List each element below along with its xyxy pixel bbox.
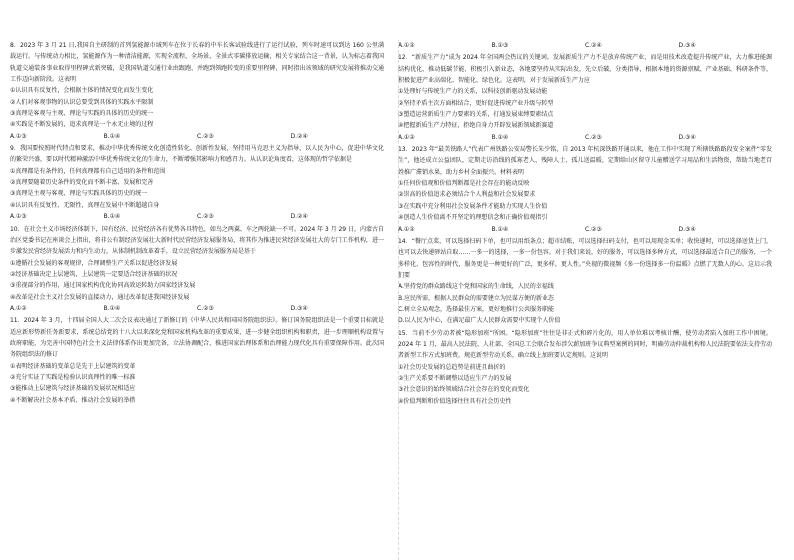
option-2: ②人们对客观事物的认识总要受到具体的实践水平限制 — [10, 98, 154, 106]
answer-b: B.①④ — [491, 133, 509, 141]
option-1: ①认识具有反复性，会根据主体的情况变化而发生变化 — [10, 87, 154, 95]
question-12 — [398, 52, 772, 143]
answer-choices — [398, 40, 772, 51]
answer-c: C.②③ — [197, 304, 214, 312]
option-2: ②真理要随着历史条件的变化而不断丰富、发展和完善 — [10, 179, 154, 187]
option-4: ④认识具有反复性、无限性，真理在发展中不断超越自身 — [10, 201, 160, 209]
answer-c: C.②③ — [197, 213, 214, 221]
question-stem: 10．在社会主义市场经济体制下，国有经济、民营经济各有优势各具特色，如鸟之两翼、车之两轮缺一不可。2024 年 3 月 29 日，内蒙古自治区党委书记在座谈会上指出，将非公有制经济发展壮大新时代民营经济发展服务局，将其作为推进民营经济发展壮大的专门工作机构，进一步激发民营经济发展活力和内生动力，从体制机制改革着手，设立民营经济发展服务局是基于 — [10, 225, 384, 256]
column-divider — [398, 40, 399, 560]
question-stem: 14．“餐厅点菜，可以选择扫码下单，也可以用纸条点；超市结账，可以选择扫码支付，也可以用现金买单；收快递时，可以选择送货上门，也可以去快递驿站自取……一多一的选择，一多一份包容。对于我们来说，好的服务，可以选择多种方式，可以选择最适合自己的服务，一个多样化、包容性的时代，服务更是一种更好的广泛，更多样，更人性。”央视的微视频《多一份选择多一份温暖》点燃了无数人的心。这启示我们要 — [398, 237, 772, 279]
option-1: ①真理都是有条件的，任何真理都有自己适用的条件和范围 — [10, 167, 166, 175]
answer-b: B.①③ — [491, 42, 509, 49]
question-13 — [398, 144, 772, 235]
answer-c: C.②④ — [585, 42, 602, 49]
option-b: B.应民所需，根据人民群众的需要建立为民谋方便的新业态 — [398, 294, 554, 302]
question-stem: 12．“新质生产力”成为 2024 年全国两会热议的关键词。发展新质生产力不是放弃传统产业，而是用技术改造提升传统产业，大力推进能源结构优化、推动低碳节能、积极引入新业态，各地要坚持从实际出发，先立后破、分类指导，根据本地的资源禀赋、产业基础、科研条件等，积极促进产业高端化、智能化、绿色化。这表明，对于发展新质生产力应 — [398, 54, 772, 85]
option-1: ①表明经济基础的变革总是先于上层建筑的变革 — [10, 362, 136, 370]
question-15 — [398, 328, 772, 407]
answer-c: C.②③ — [585, 225, 602, 233]
question-9 — [10, 143, 384, 222]
question-stem: 8．2023 年 3 月 21 日,我国自主研制的首列氢能源市域列车在位于长春的中车长客试验线进行了运行试验，列车时速可以到达 160 公里满载运行。与传统动力相比，氢能源作为一种清洁能源，实现全流程、全场景、全景式零碳排放运输，相关专家结合这一背景，认为标志着我国轨道交通装备事业取得里程碑式新突破，是我国轨道交通行业由跟跑、并跑到领跑转变的重要里程碑，同时指出该领域的研究发展将推动交通工作迈向新阶段。这表明 — [10, 42, 384, 84]
answer-d: D.②④ — [290, 132, 308, 140]
option-3: ③能推动上层建筑与经济基础的发展状况相适应 — [10, 385, 136, 393]
answer-b: B.①④ — [103, 132, 121, 140]
option-4: ④价值判断和价值选择往往具有社会历史性 — [398, 397, 512, 405]
answer-choices — [398, 224, 772, 235]
option-c: C.树立全局观念，选择最佳方案，更好地推行公共服务职能 — [398, 305, 554, 313]
option-3: ③真理是客观与主观、理论与实践的具体的历史的统一 — [10, 110, 154, 118]
option-1: ①遵循社会发展的客观规律，合理调整生产关系以促进经济发展 — [10, 259, 178, 267]
answer-d: D.③④ — [678, 133, 696, 141]
option-3: ③社会意识的始终领域结合社会存在的变化而变化 — [398, 386, 530, 394]
option-4: ④实践是不断发展的，追求真理是一个永无止境的过程 — [10, 121, 154, 129]
answer-b: B.①④ — [103, 213, 121, 221]
answer-choices — [10, 211, 384, 222]
option-1: ①任何价值观和价值判断都是社会存在的能动反映 — [398, 180, 530, 188]
left-column — [10, 40, 384, 560]
answer-a: A.①② — [398, 225, 415, 233]
option-4: ④改革是社会主义社会发展的直接动力，通过改革促进我国经济发展 — [10, 293, 190, 301]
option-4: ④不断解决社会基本矛盾、推动社会发展的举措 — [10, 396, 136, 404]
answer-a: A.①② — [10, 304, 27, 312]
answer-a: A.①② — [398, 42, 415, 49]
answer-choices — [10, 303, 384, 314]
option-2: ②充分实证了实践是检验认识真理性的唯一标准 — [10, 373, 136, 381]
answer-a: A.①③ — [10, 132, 27, 140]
answer-a: A.①② — [398, 133, 415, 141]
answer-c: C.②③ — [585, 133, 602, 141]
option-1: ①社会历史发展的总趋势是前进且曲折的 — [398, 363, 506, 371]
answer-choices — [398, 132, 772, 143]
question-stem: 13．2023 年“最美铁路人”代表广州铁路公安局警长朱少铭，自 2013 年杭深铁路开通以来，他在工作中实现了所辖铁路路段安全案件“零发生”，他还成立公益团队，定期走访沿线的孤寡老人、残障人士、孤儿送温暖，定期给山区留守儿童赠送学习用品和生活物资，帮助当地老百姓推广滞销水果，助力乡村全面振兴。材料表明 — [398, 146, 772, 176]
question-stem: 11．2024 年 3 月，十四届全国人大二次会议表决通过了新修订的《中华人民共和国国务院组织法》。修订国务院组织法是一个重要目标就是适应新形势新任务新要求，系统总结党的十八大以来深化党和国家机构改革的重要成果，进一步健全组织机构和职责，进一步理顺机构设置与政府职能，为完善中国特色社会主义法律体系作出更加完备，立法协调配合，推进国家治理体系和治理能力现代化具有重要保障作用。此次国务院组织法的修订 — [10, 317, 384, 359]
option-2: ②生产关系要不断调整以适应生产力的发展 — [398, 374, 512, 382]
question-8 — [10, 40, 384, 142]
option-1: ①处理好与传统生产力的关系，以科技创新驱动发展动能 — [398, 88, 548, 96]
option-3: ③塑造运营新质生产力要素的关系，打通发展束缚要素结点 — [398, 111, 554, 119]
question-10 — [10, 224, 384, 315]
right-column — [398, 40, 772, 560]
answer-d: D.③④ — [290, 304, 308, 312]
option-3: ③真理是主观与客观、理论与实践具体的历史的统一 — [10, 190, 148, 198]
answer-d: D.③④ — [678, 42, 696, 49]
option-2: ②坚持矛盾主次方面相结合，更好促进传统产业升级与转型 — [398, 99, 554, 107]
question-11 — [10, 315, 384, 406]
option-2: ②经济基础决定上层建筑，上层建筑一定要适合经济基础的状况 — [10, 270, 178, 278]
question-stem: 15．当前不少劳动者被“隐形加班”所困。“隐形加班”往往是非正式和碎片化的，用人单位难以考核计酬，使劳动者陷入加班工作中困境。2024 年 1 月，最高人民法院、人社部、全国总工会联合发布涉欠薪加班争议典型案例的同时，明确劳动仲裁机构和人民法院要依法支持劳动者新型工作方式加班费，规范新型劳动关系，确立线上加班要认定规则。这说明 — [398, 329, 772, 360]
option-2: ②崇高的价值追求必须结合个人利益和社会发展要求 — [398, 191, 536, 199]
answer-d: D.③④ — [678, 225, 696, 233]
answer-b: B.①④ — [103, 304, 121, 312]
question-11-answers — [398, 40, 772, 51]
option-a: A.坚持党的群众路线这个党和国家的生命线，人民的幸福线 — [398, 283, 554, 291]
option-3: ③在实践中充分利用社会发展条件才能助力实现人生价值 — [398, 202, 548, 210]
option-4: ④把握新质生产力特征，拒绝自身力开辟发展新领域新赛道 — [398, 122, 554, 130]
option-4: ④创造人生价值离不开坚定的理想信念和正确价值观指引 — [398, 214, 548, 222]
answer-c: C.②③ — [197, 132, 214, 140]
option-d: D.以人民为中心，在满足最广大人民群众需要中实现个人价值 — [398, 317, 561, 325]
answer-a: A.①③ — [10, 213, 27, 221]
question-14 — [398, 236, 772, 327]
answer-d: D.②④ — [290, 213, 308, 221]
answer-b: B.①④ — [491, 225, 509, 233]
answer-choices — [10, 131, 384, 142]
question-stem: 9．我国要按照时代特点和要求，推动中华优秀传统文化创造性转化、创新性发展，坚持用马克思主义为指导，以人民为中心，促进中华文化的繁荣兴盛，要以时代精神激活中华优秀传统文化的生命力，不断增强其影响力和感召力。从认识论角度看，这体现的哲学依据是 — [10, 145, 384, 164]
option-3: ③重视部分的作用，通过国家机构优化协同高效运转助力国家经济发展 — [10, 282, 196, 290]
